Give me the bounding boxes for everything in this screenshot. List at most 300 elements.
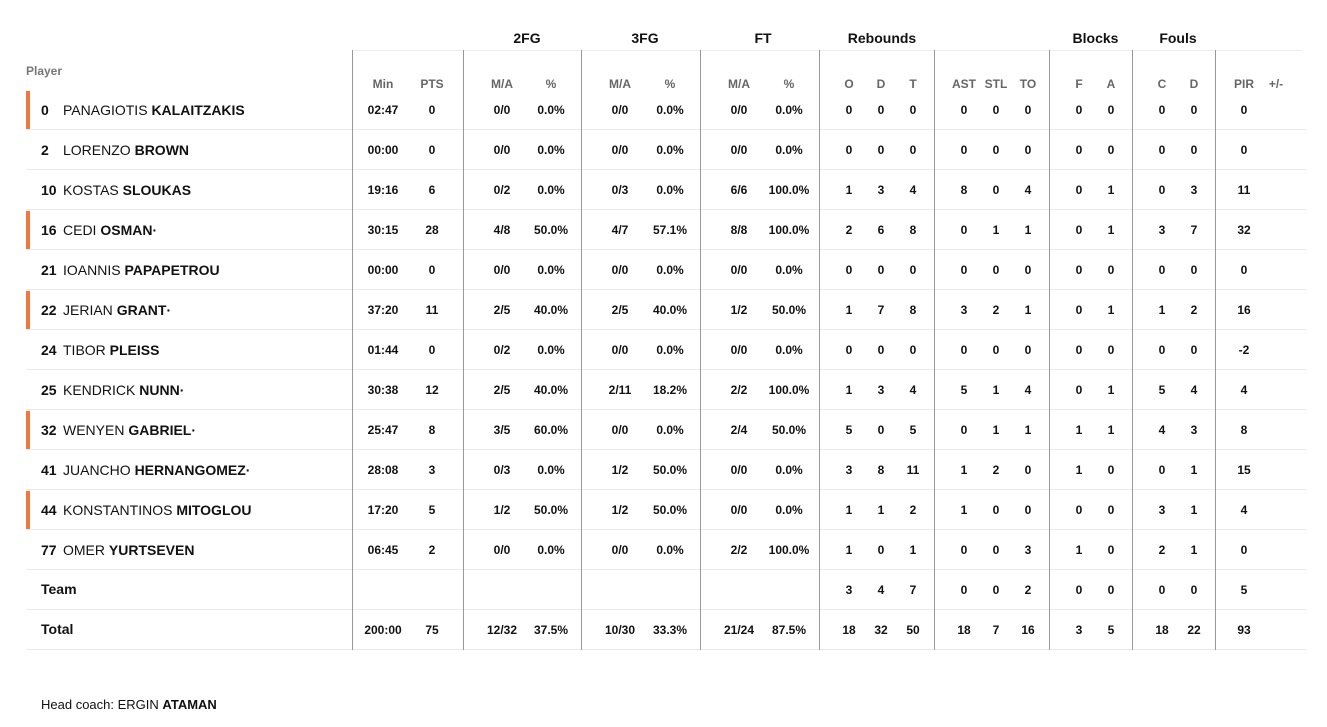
stat-fg3-ma: 0/0 [611,423,629,437]
stat-reb-d: 6 [877,223,885,237]
column-divider [700,50,701,650]
stat-fg2-ma: 2/5 [493,303,511,317]
stat-pts: 2 [428,543,436,557]
stat-stl: 0 [992,583,1000,597]
group-header-blocks: Blocks [1072,30,1119,46]
stat-fg3-pct: 57.1% [652,223,688,237]
stat-stl: 1 [992,383,1000,397]
stat-min: 30:38 [367,383,399,397]
stat-min: 17:20 [367,503,399,517]
player-first-name: LORENZO [63,142,131,158]
stat-fg2-ma: 4/8 [493,223,511,237]
player-name[interactable] [41,170,191,210]
stat-blk-a: 1 [1107,303,1115,317]
stat-min: 00:00 [367,263,399,277]
stat-reb-o: 3 [845,463,853,477]
stat-fg3-pct: 33.3% [652,623,688,637]
stat-reb-o: 1 [845,303,853,317]
stat-fg3-pct: 0.0% [656,263,684,277]
stat-fg3-pct: 50.0% [652,463,688,477]
column-divider [463,50,464,650]
stat-foul-d: 4 [1190,383,1198,397]
column-divider [819,50,820,650]
stat-blk-a: 1 [1107,183,1115,197]
stat-fg3-ma: 0/0 [611,343,629,357]
stat-blk-f: 0 [1075,223,1083,237]
column-divider [1049,50,1050,650]
stat-reb-o: 2 [845,223,853,237]
stat-ft-ma: 0/0 [730,463,748,477]
column-header-reb-t: T [909,77,917,91]
stat-foul-d: 1 [1190,463,1198,477]
stat-blk-f: 0 [1075,343,1083,357]
stat-min: 37:20 [367,303,399,317]
stat-fg2-ma: 3/5 [493,423,511,437]
stat-fg2-ma: 0/0 [493,143,511,157]
player-number: 25 [41,382,57,398]
stat-stl: 1 [992,223,1000,237]
stat-reb-t: 0 [909,343,917,357]
column-divider [1215,50,1216,650]
stat-reb-d: 3 [877,383,885,397]
stat-pir: 5 [1240,583,1248,597]
column-header-fg3-pct: % [664,77,676,91]
stat-ft-pct: 0.0% [775,343,803,357]
stat-reb-d: 0 [877,103,885,117]
stat-stl: 2 [992,463,1000,477]
stat-reb-t: 8 [909,223,917,237]
stat-fg2-pct: 0.0% [537,103,565,117]
stat-blk-a: 0 [1107,583,1115,597]
player-last-name: OSMAN· [100,222,158,238]
stat-pir: 0 [1240,143,1248,157]
stat-stl: 0 [992,183,1000,197]
player-first-name: CEDI [63,222,97,238]
stat-fg3-ma: 4/7 [611,223,629,237]
player-row [26,90,1306,130]
stat-fg2-ma: 0/3 [493,463,511,477]
stat-ast: 0 [960,103,968,117]
stat-foul-c: 18 [1155,623,1169,637]
player-first-name: JUANCHO [63,462,131,478]
column-header-foul-c: C [1157,77,1167,91]
stat-foul-d: 3 [1190,423,1198,437]
column-header-pm: +/- [1268,77,1284,91]
stat-pts: 11 [425,303,439,317]
column-header-to: TO [1019,77,1037,91]
player-row [26,410,1306,450]
stat-reb-o: 3 [845,583,853,597]
player-row [26,370,1306,410]
group-header-2fg: 2FG [513,30,541,46]
stat-reb-t: 0 [909,263,917,277]
stat-min: 28:08 [367,463,399,477]
stat-reb-d: 0 [877,143,885,157]
stat-reb-d: 0 [877,263,885,277]
stat-ft-pct: 100.0% [768,543,810,557]
stat-reb-o: 1 [845,503,853,517]
stat-ast: 0 [960,583,968,597]
starter-indicator [26,211,30,249]
player-row [26,330,1306,370]
player-last-name: PAPAPETROU [124,262,220,278]
player-number: 10 [41,182,57,198]
player-name[interactable] [41,410,196,450]
stat-fg2-pct: 0.0% [537,183,565,197]
stat-stl: 1 [992,423,1000,437]
column-header-ft-ma: M/A [728,77,750,91]
stat-reb-d: 4 [877,583,885,597]
stat-reb-d: 32 [874,623,888,637]
group-header-rebounds: Rebounds [847,30,917,46]
stat-foul-c: 0 [1158,583,1166,597]
player-name[interactable] [41,450,250,490]
player-name[interactable] [41,330,159,370]
stat-blk-a: 1 [1107,383,1115,397]
stat-ast: 0 [960,223,968,237]
stat-stl: 0 [992,103,1000,117]
player-last-name: HERNANGOMEZ· [134,462,251,478]
stat-fg2-ma: 0/0 [493,263,511,277]
stat-ft-ma: 0/0 [730,263,748,277]
starter-indicator [26,91,30,129]
stat-reb-o: 1 [845,383,853,397]
stat-ft-pct: 0.0% [775,263,803,277]
stat-reb-t: 7 [909,583,917,597]
column-header-pts: PTS [420,77,444,91]
stat-pts: 75 [425,623,439,637]
stat-fg3-ma: 1/2 [611,463,629,477]
stat-ast: 0 [960,343,968,357]
player-last-name: BROWN [134,142,190,158]
player-number: 32 [41,422,57,438]
player-row [26,490,1306,530]
player-name[interactable] [41,210,157,250]
stat-reb-d: 1 [877,503,885,517]
stat-ft-ma: 6/6 [730,183,748,197]
stat-blk-a: 0 [1107,463,1115,477]
stat-reb-t: 5 [909,423,917,437]
stat-foul-d: 0 [1190,143,1198,157]
stat-reb-o: 0 [845,143,853,157]
stat-pts: 8 [428,423,436,437]
stat-stl: 0 [992,143,1000,157]
column-header-fg2-ma: M/A [491,77,513,91]
player-number: 44 [41,502,57,518]
stat-blk-f: 0 [1075,503,1083,517]
player-name[interactable] [41,490,252,530]
stat-to: 16 [1021,623,1035,637]
column-header-ast: AST [952,77,976,91]
stat-ast: 0 [960,143,968,157]
stat-blk-a: 1 [1107,223,1115,237]
stat-ft-ma: 0/0 [730,343,748,357]
stat-fg2-ma: 0/0 [493,103,511,117]
stat-ft-pct: 50.0% [771,303,807,317]
player-last-name: YURTSEVEN [108,542,195,558]
player-number: 2 [41,142,49,158]
stat-fg2-pct: 40.0% [533,383,569,397]
stat-ft-ma: 2/4 [730,423,748,437]
stat-pir: 0 [1240,543,1248,557]
stat-fg2-pct: 0.0% [537,143,565,157]
stat-fg3-pct: 0.0% [656,183,684,197]
starter-indicator [26,491,30,529]
stat-reb-d: 0 [877,343,885,357]
player-name[interactable] [41,290,171,330]
stat-pir: 4 [1240,503,1248,517]
stat-pir: 8 [1240,423,1248,437]
stat-reb-t: 2 [909,503,917,517]
player-row [26,450,1306,490]
player-name[interactable] [41,530,194,570]
stat-to: 2 [1024,583,1032,597]
stat-blk-f: 0 [1075,183,1083,197]
column-divider [934,50,935,650]
column-header-pir: PIR [1233,77,1254,91]
stat-reb-o: 0 [845,343,853,357]
stat-pir: 16 [1237,303,1251,317]
stat-foul-d: 0 [1190,103,1198,117]
stat-to: 0 [1024,103,1032,117]
stat-reb-t: 0 [909,143,917,157]
player-first-name: TIBOR [63,342,106,358]
stat-ft-ma: 21/24 [723,623,755,637]
stat-ft-ma: 2/2 [730,383,748,397]
stat-fg2-pct: 40.0% [533,303,569,317]
column-header-blk-a: A [1106,77,1116,91]
stat-fg3-ma: 0/0 [611,543,629,557]
stat-ft-ma: 0/0 [730,503,748,517]
stat-ft-ma: 0/0 [730,143,748,157]
stat-pts: 0 [428,263,436,277]
stat-blk-f: 0 [1075,383,1083,397]
player-row [26,530,1306,570]
player-name[interactable] [41,370,184,410]
stat-reb-d: 0 [877,543,885,557]
stat-blk-f: 1 [1075,423,1083,437]
stat-blk-a: 5 [1107,623,1115,637]
stat-blk-f: 1 [1075,543,1083,557]
stat-min: 02:47 [367,103,399,117]
stat-reb-o: 0 [845,263,853,277]
player-name[interactable] [41,90,245,130]
player-last-name: SLOUKAS [122,182,192,198]
stat-ast: 0 [960,543,968,557]
column-divider [1132,50,1133,650]
column-divider [581,50,582,650]
stat-reb-d: 7 [877,303,885,317]
player-number: 16 [41,222,57,238]
stat-blk-f: 1 [1075,463,1083,477]
stat-fg3-ma: 0/0 [611,103,629,117]
stat-reb-t: 1 [909,543,917,557]
column-header-ft-pct: % [783,77,795,91]
stat-ast: 0 [960,263,968,277]
stat-pts: 28 [425,223,439,237]
starter-indicator [26,291,30,329]
stat-reb-o: 18 [842,623,856,637]
column-divider [352,50,353,650]
stat-fg3-ma: 1/2 [611,503,629,517]
player-number: 41 [41,462,57,478]
stat-fg2-pct: 0.0% [537,543,565,557]
stat-pir: 4 [1240,383,1248,397]
stat-fg3-pct: 0.0% [656,543,684,557]
stat-fg2-ma: 0/2 [493,183,511,197]
stat-blk-a: 0 [1107,263,1115,277]
stat-fg2-pct: 0.0% [537,263,565,277]
player-first-name: KOSTAS [63,182,119,198]
stat-ft-pct: 100.0% [768,383,810,397]
stat-foul-c: 0 [1158,103,1166,117]
stat-min: 30:15 [367,223,399,237]
stat-to: 1 [1024,303,1032,317]
stat-ft-pct: 100.0% [768,183,810,197]
stat-blk-a: 0 [1107,503,1115,517]
stat-fg2-pct: 50.0% [533,223,569,237]
stat-pir: 0 [1240,263,1248,277]
stat-pts: 0 [428,343,436,357]
stat-stl: 0 [992,263,1000,277]
stat-fg3-pct: 0.0% [656,143,684,157]
stat-ast: 8 [960,183,968,197]
stat-foul-c: 5 [1158,383,1166,397]
stat-fg3-ma: 2/11 [608,383,632,397]
stat-fg3-ma: 2/5 [611,303,629,317]
player-last-name: MITOGLOU [176,502,252,518]
stat-foul-d: 2 [1190,303,1198,317]
stat-blk-a: 0 [1107,343,1115,357]
stat-min: 200:00 [364,623,402,637]
column-header-stl: STL [984,77,1008,91]
stat-to: 0 [1024,143,1032,157]
stat-ft-pct: 0.0% [775,503,803,517]
stat-ast: 1 [960,503,968,517]
stat-fg2-ma: 2/5 [493,383,511,397]
stat-reb-o: 1 [845,183,853,197]
total-row-label: Total [41,621,74,637]
stat-stl: 2 [992,303,1000,317]
stat-blk-a: 0 [1107,103,1115,117]
stat-min: 25:47 [367,423,399,437]
player-name[interactable] [41,130,189,170]
stat-ast: 18 [957,623,971,637]
stat-to: 0 [1024,263,1032,277]
stat-ft-pct: 50.0% [771,423,807,437]
team-row-label: Team [41,581,77,597]
stat-foul-d: 0 [1190,343,1198,357]
stat-ast: 5 [960,383,968,397]
stat-reb-o: 0 [845,103,853,117]
stat-fg3-pct: 18.2% [652,383,688,397]
player-first-name: KONSTANTINOS [63,502,173,518]
stat-foul-c: 4 [1158,423,1166,437]
stat-foul-c: 3 [1158,223,1166,237]
stat-stl: 0 [992,343,1000,357]
stat-blk-f: 0 [1075,143,1083,157]
stat-blk-f: 3 [1075,623,1083,637]
stat-pts: 0 [428,103,436,117]
stat-ast: 3 [960,303,968,317]
stat-stl: 0 [992,503,1000,517]
head-coach-first: ERGIN [117,697,159,712]
stat-foul-c: 0 [1158,343,1166,357]
player-row [26,130,1306,170]
stat-reb-t: 8 [909,303,917,317]
stat-ft-ma: 8/8 [730,223,748,237]
column-header-reb-o: O [844,77,854,91]
player-column-header: Player [26,64,63,78]
stat-pir: -2 [1238,343,1250,357]
stat-reb-d: 8 [877,463,885,477]
stat-fg2-ma: 1/2 [493,503,511,517]
stat-pts: 12 [425,383,439,397]
stat-pir: 0 [1240,103,1248,117]
column-header-blk-f: F [1075,77,1083,91]
stat-pir: 93 [1237,623,1251,637]
stat-min: 06:45 [367,543,399,557]
stat-to: 1 [1024,223,1032,237]
stat-reb-t: 4 [909,183,917,197]
stat-min: 19:16 [367,183,399,197]
stat-ft-pct: 0.0% [775,103,803,117]
stat-reb-d: 3 [877,183,885,197]
stat-fg2-pct: 0.0% [537,463,565,477]
head-coach-last: ATAMAN [162,697,217,712]
stat-reb-o: 5 [845,423,853,437]
stat-ft-pct: 87.5% [771,623,807,637]
player-first-name: IOANNIS [63,262,121,278]
player-number: 77 [41,542,57,558]
stat-to: 4 [1024,183,1032,197]
player-number: 0 [41,102,49,118]
stat-foul-d: 3 [1190,183,1198,197]
stat-pts: 6 [428,183,436,197]
stat-blk-a: 0 [1107,543,1115,557]
stat-pir: 11 [1237,183,1251,197]
stat-to: 0 [1024,343,1032,357]
player-number: 22 [41,302,57,318]
stat-reb-d: 0 [877,423,885,437]
stat-reb-t: 11 [906,463,920,477]
player-last-name: GABRIEL· [128,422,197,438]
stat-fg3-pct: 0.0% [656,423,684,437]
stat-foul-c: 3 [1158,503,1166,517]
stat-to: 4 [1024,383,1032,397]
stat-fg2-ma: 0/0 [493,543,511,557]
head-coach [41,697,217,712]
stat-fg2-pct: 0.0% [537,343,565,357]
player-name[interactable] [41,250,220,290]
stat-reb-t: 50 [906,623,920,637]
player-last-name: PLEISS [109,342,160,358]
stat-fg2-pct: 37.5% [533,623,569,637]
stat-to: 0 [1024,503,1032,517]
column-header-fg2-pct: % [545,77,557,91]
stat-to: 3 [1024,543,1032,557]
stat-foul-c: 0 [1158,463,1166,477]
stat-ast: 1 [960,463,968,477]
player-row [26,210,1306,250]
stat-fg3-ma: 0/0 [611,263,629,277]
stat-pir: 15 [1237,463,1251,477]
stat-blk-a: 1 [1107,423,1115,437]
stat-ft-pct: 0.0% [775,143,803,157]
stat-foul-c: 0 [1158,143,1166,157]
starter-indicator [26,411,30,449]
player-first-name: JERIAN [63,302,113,318]
